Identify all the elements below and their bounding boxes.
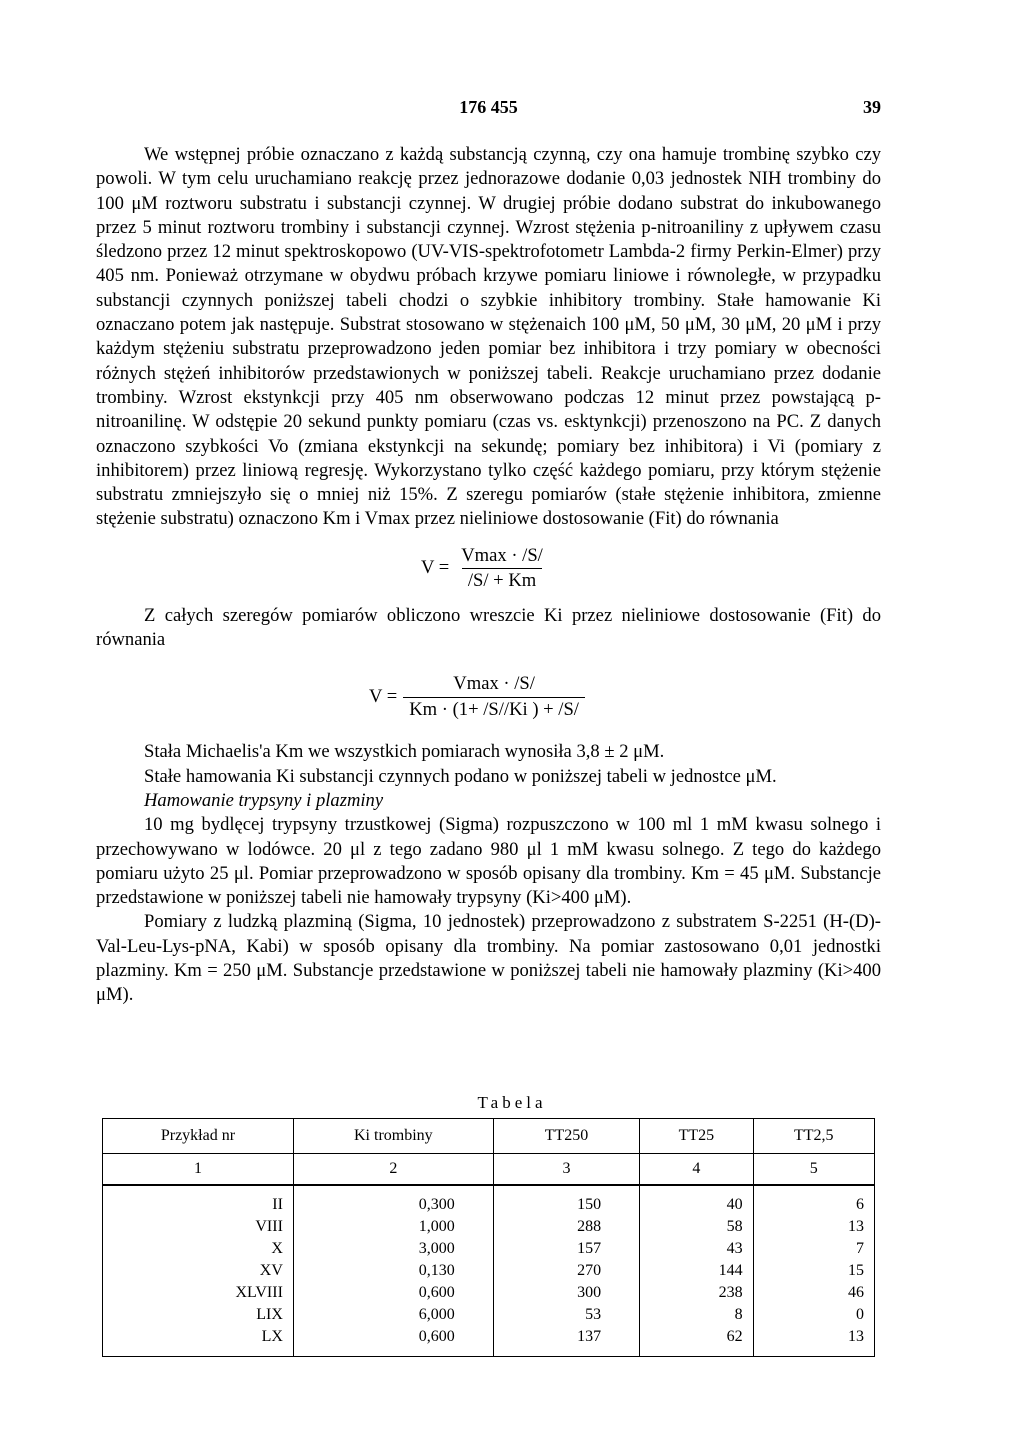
table-header-cell: TT25 [640, 1119, 753, 1154]
table-column-number-row [103, 1154, 875, 1186]
table-header-cell: Przykład nr [103, 1119, 294, 1154]
table-header-row [103, 1119, 875, 1154]
line-michaelis-constant: Stała Michaelis'a Km we wszystkich pomiarach wynosiła 3,8 ± 2 μM. [144, 741, 665, 763]
table-cell: 58 [640, 1216, 753, 1238]
table-cell: 3,000 [293, 1238, 493, 1260]
table-cell: 6 [753, 1185, 874, 1216]
table-cell: 137 [493, 1326, 639, 1357]
table-cell: 53 [493, 1304, 639, 1326]
table-cell: 0,130 [293, 1260, 493, 1282]
table-row [103, 1304, 875, 1326]
equation-denominator: Km · (1+ /S//Ki ) + /S/ [403, 697, 585, 722]
table-row [103, 1185, 875, 1216]
table-column-number: 5 [753, 1154, 874, 1186]
table-cell: 0 [753, 1304, 874, 1326]
equation-lhs: V = [421, 557, 450, 579]
equation-numerator: Vmax · /S/ [461, 544, 543, 566]
table-cell: LX [103, 1326, 294, 1357]
table-row [103, 1326, 875, 1357]
line-inhibition-constants: Stałe hamowania Ki substancji czynnych podano w poniższej tabeli w jednostce μM. [144, 765, 777, 787]
equation-michaelis-menten [96, 532, 881, 604]
page-number: 39 [863, 97, 881, 117]
table-column-number: 1 [103, 1154, 294, 1186]
section-heading: Hamowanie trypsyny i plazminy [144, 789, 384, 811]
equation-fraction [369, 672, 585, 722]
table-cell: X [103, 1238, 294, 1260]
table-header-cell: TT250 [493, 1119, 639, 1154]
equation-lhs: V = [369, 685, 398, 707]
table-cell: 0,300 [293, 1185, 493, 1216]
table-cell: 150 [493, 1185, 639, 1216]
equation-fraction [421, 544, 549, 594]
table-cell: 8 [640, 1304, 753, 1326]
table-cell: 157 [493, 1238, 639, 1260]
table-row [103, 1260, 875, 1282]
page-header [96, 97, 881, 121]
table-body [103, 1185, 875, 1357]
table-cell: II [103, 1185, 294, 1216]
table-cell: 288 [493, 1216, 639, 1238]
table-column-number: 2 [293, 1154, 493, 1186]
equation-denominator: /S/ + Km [462, 568, 542, 593]
table-cell: 238 [640, 1282, 753, 1304]
table-cell: 0,600 [293, 1282, 493, 1304]
table-cell: 62 [640, 1326, 753, 1357]
table-cell: 43 [640, 1238, 753, 1260]
table-row [103, 1238, 875, 1260]
paragraph-fit: Z całych szeregów pomiarów obliczono wreszcie Ki przez nieliniowe dostosowanie (Fit) do równania [96, 604, 881, 651]
table-cell: 270 [493, 1260, 639, 1282]
table-title: Tabela [477, 1093, 547, 1112]
document-body [96, 143, 881, 1008]
table-cell: VIII [103, 1216, 294, 1238]
table-row [103, 1216, 875, 1238]
table-column-number: 4 [640, 1154, 753, 1186]
paragraph-trypsin: 10 mg bydlęcej trypsyny trzustkowej (Sigma) rozpuszczono w 100 ml 1 mM kwasu solnego i przechowywano w lodówce. 20 μl z tego zadano 980 μl 1 mM kwasu solnego. Z tego do każdego pomiaru użyto 25 μl. Pomiar przeprowadzono w sposób opisany dla trombiny. Km = 45 μM. Substancje przedstawione w poniższej tabeli nie hamowały trypsyny (Ki>400 μM). [96, 814, 881, 909]
table-header-cell: Ki trombiny [293, 1119, 493, 1154]
table-cell: 144 [640, 1260, 753, 1282]
table-cell: 0,600 [293, 1326, 493, 1357]
equation-numerator: Vmax · /S/ [453, 673, 535, 695]
results-table [102, 1118, 875, 1357]
paragraph-thrombin-method: We wstępnej próbie oznaczano z każdą substancją czynną, czy ona hamuje trombinę szybko czy powoli. W tym celu uruchamiano reakcję przez jednorazowe dodanie 0,03 jednostek NIH trombiny do 100 μM roztworu substratu i substancji czynnej. W drugiej próbie dodano substrat do inkubowanego przez 5 minut roztworu trombiny i substancji czynnej. Wzrost stężenia p-nitroaniliny z upływem czasu śledzono przez 12 minut spektroskopowo (UV-VIS-spektrofotometr Lambda-2 firmy Perkin-Elmer) przy 405 nm. Ponieważ otrzymane w obydwu próbach krzywe pomiaru liniowe i równoległe, w przypadku substancji czynnych poniższej tabeli chodzi o szybkie inhibitory trombiny. Stałe hamowanie Ki oznaczano potem jak następuje. Substrat stosowano w stężenaich 100 μM, 50 μM, 30 μM, 20 μM i przy każdym stężeniu substratu przeprowadzono jeden pomiar bez inhibitora i trzy pomiary w obecności różnych stężeń inhibitorów przedstawionych w poniższej tabeli. Reakcje uruchamiano przez dodanie trombiny. Wzrost ekstynkcji przy 405 nm obserwowano podczas 12 minut przez powstającą p-nitroanilinę. W odstępie 20 sekund punkty pomiaru (czas vs. esktynkcji) przenoszono na PC. Z danych oznaczono szybkości Vo (zmiana ekstynkcji na sekundę; pomiary bez inhibitora) i Vi (pomiary z inhibitorem) przez liniową regresję. Wykorzystano tylko część każdego pomiaru, przy którym stężenie substratu zmniejszyło się o mniej niż 15%. Z szeregu pomiarów (stałe stężenie inhibitora, zmienne stężenie substratu) oznaczono Km i Vmax przez nieliniowe dostosowanie (Fit) do równania [96, 144, 881, 530]
table-column-number: 3 [493, 1154, 639, 1186]
equation-inhibition [96, 652, 881, 740]
table-cell: 13 [753, 1216, 874, 1238]
table-cell: 1,000 [293, 1216, 493, 1238]
table-cell: LIX [103, 1304, 294, 1326]
table-cell: 46 [753, 1282, 874, 1304]
table-cell: XLVIII [103, 1282, 294, 1304]
table-cell: 300 [493, 1282, 639, 1304]
table-cell: 40 [640, 1185, 753, 1216]
table-cell: 7 [753, 1238, 874, 1260]
table-cell: XV [103, 1260, 294, 1282]
table-cell: 6,000 [293, 1304, 493, 1326]
patent-number: 176 455 [459, 97, 518, 117]
table-row [103, 1282, 875, 1304]
paragraph-plasmin: Pomiary z ludzką plazminą (Sigma, 10 jednostek) przeprowadzono z substratem S-2251 (H-(D)-Val-Leu-Lys-pNA, Kabi) w sposób opisany dla trombiny. Na pomiar zastosowano 0,01 jednostki plazminy. Km = 250 μM. Substancje przedstawione w poniższej tabeli nie hamowały plazminy (Ki>400 μM). [96, 911, 881, 1006]
table-cell: 13 [753, 1326, 874, 1357]
table-header-cell: TT2,5 [753, 1119, 874, 1154]
table-cell: 15 [753, 1260, 874, 1282]
